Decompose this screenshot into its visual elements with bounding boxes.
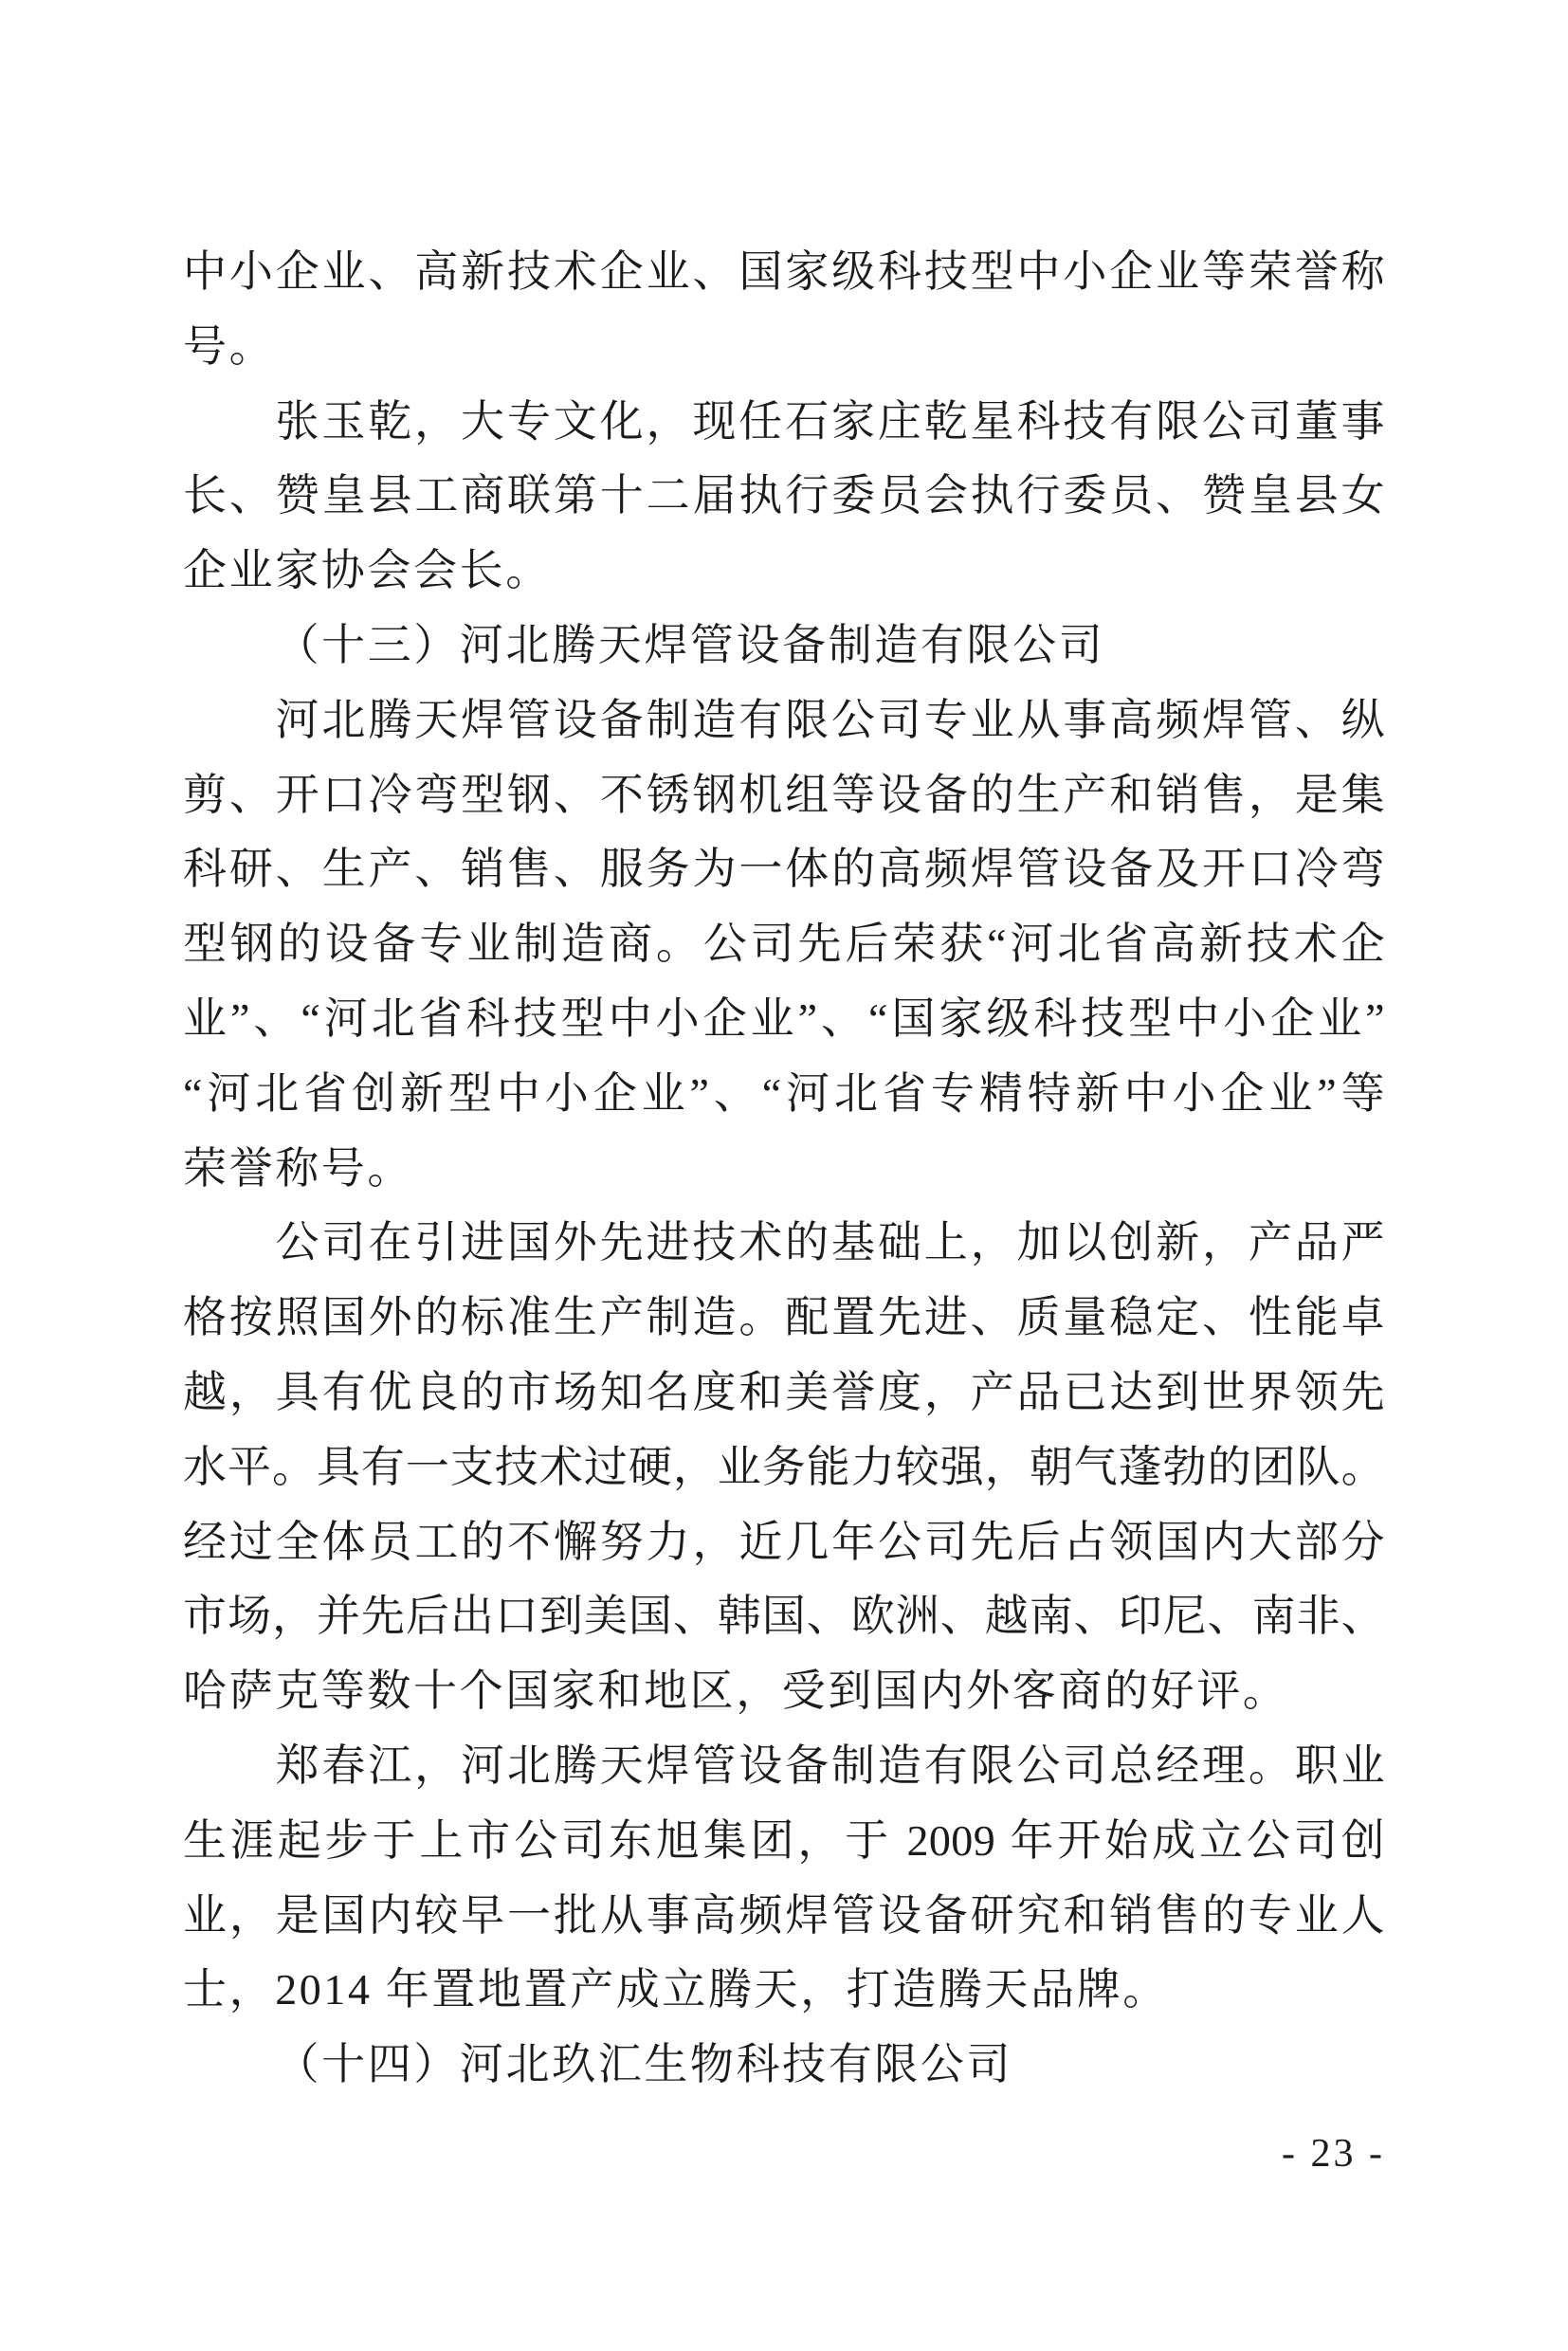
- text-line: 河北腾天焊管设备制造有限公司专业从事高频焊管、纵: [275, 695, 1385, 744]
- text-line: 科研、生产、销售、服务为一体的高频焊管设备及开口冷弯: [183, 845, 1385, 894]
- text-line: 水平。具有一支技术过硬，业务能力较强，朝气蓬勃的团队。: [183, 1442, 1385, 1491]
- heading-section-14: （十四）河北玖汇生物科技有限公司: [275, 2040, 1013, 2089]
- text-line: 市场，并先后出口到美国、韩国、欧洲、越南、印尼、南非、: [183, 1592, 1385, 1641]
- page-number: - 23 -: [1282, 2132, 1385, 2176]
- text-line: 经过全体员工的不懈努力，近几年公司先后占领国内大部分: [183, 1517, 1385, 1566]
- paragraph-zhang-yuqian: [183, 385, 1385, 609]
- paragraph-tengtian-products: [183, 1206, 1385, 1729]
- text-line: 业，是国内较早一批从事高频焊管设备研究和销售的专业人: [183, 1890, 1385, 1940]
- text-line: 哈萨克等数十个国家和地区，受到国内外客商的好评。: [183, 1667, 1289, 1716]
- text-line: 型钢的设备专业制造商。公司先后荣获“河北省高新技术企: [183, 920, 1385, 969]
- text-line: 号。: [183, 321, 276, 371]
- paragraph-continuation: [183, 235, 1385, 385]
- body-text: [183, 235, 1385, 2103]
- text-line: 公司在引进国外先进技术的基础上，加以创新，产品严: [275, 1218, 1385, 1267]
- text-line: 剪、开口冷弯型钢、不锈钢机组等设备的生产和销售，是集: [183, 770, 1385, 819]
- text-line: 郑春江，河北腾天焊管设备制造有限公司总经理。职业: [275, 1740, 1385, 1790]
- text-line: 长、赞皇县工商联第十二届执行委员会执行委员、赞皇县女: [183, 471, 1385, 520]
- text-line: 荣誉称号。: [183, 1143, 413, 1193]
- text-line: 生涯起步于上市公司东旭集团，于 2009 年开始成立公司创: [183, 1815, 1385, 1865]
- text-line: 士，2014 年置地置产成立腾天，打造腾天品牌。: [183, 1965, 1169, 2014]
- heading-section-13: （十三）河北腾天焊管设备制造有限公司: [275, 620, 1105, 669]
- text-line: 企业家协会会长。: [183, 546, 552, 595]
- text-line: 张玉乾，大专文化，现任石家庄乾星科技有限公司董事: [275, 396, 1385, 446]
- text-line: 业”、“河北省科技型中小企业”、“国家级科技型中小企业”: [183, 993, 1385, 1043]
- text-line: 中小企业、高新技术企业、国家级科技型中小企业等荣誉称: [183, 247, 1385, 296]
- paragraph-zheng-chunjiang: [183, 1729, 1385, 2028]
- paragraph-tengtian-intro: [183, 683, 1385, 1207]
- text-line: 格按照国外的标准生产制造。配置先进、质量稳定、性能卓: [183, 1293, 1385, 1342]
- text-line: 越，具有优良的市场知名度和美誉度，产品已达到世界领先: [183, 1367, 1385, 1416]
- text-line: “河北省创新型中小企业”、“河北省专精特新中小企业”等: [183, 1068, 1385, 1118]
